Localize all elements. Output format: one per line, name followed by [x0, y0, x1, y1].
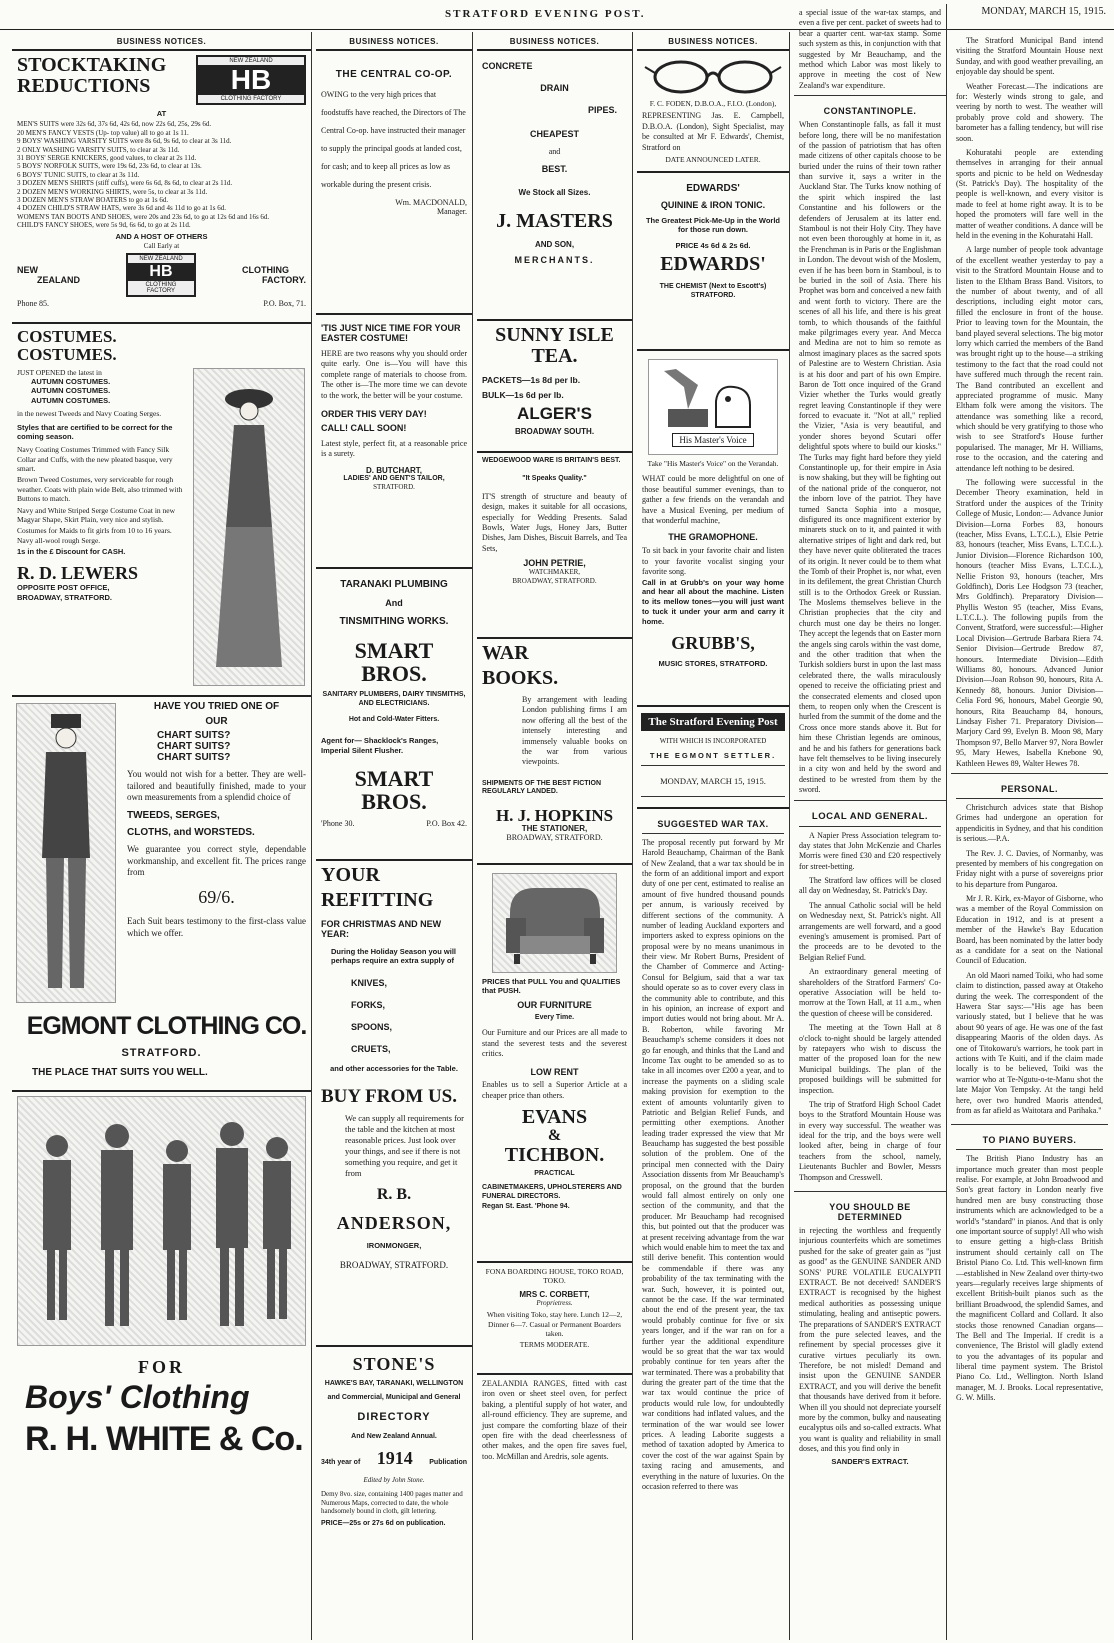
watchmaker: WATCHMAKER, [528, 568, 581, 577]
tichbon-name: TICHBON. [504, 1143, 605, 1166]
nz-new: NEW [17, 265, 38, 276]
merchants: MERCHANTS. [514, 255, 595, 265]
grubbs-ad [637, 351, 789, 707]
constantinople-article [794, 96, 946, 800]
evans-name: EVANS [521, 1106, 588, 1129]
year-number: 1914 [376, 1448, 413, 1469]
column-1 [12, 32, 312, 1640]
fona-boarding-ad [477, 1263, 632, 1375]
personal-item: Christchurch advices state that Bishop Grimes had undergone an operation for appendicitis in Sydney, and that his condition is serious.—P.A. [956, 802, 1103, 844]
his-masters-voice-illustration [648, 359, 778, 455]
stock-item: 2 DOZEN MEN'S WORKING SHIRTS, were 5s, to clear at 3s 11d. [17, 187, 208, 196]
section-label: BUSINESS NOTICES. [477, 32, 632, 51]
lady-costume-illustration [193, 368, 305, 686]
anderson-address: BROADWAY, STRATFORD. [339, 1260, 449, 1271]
call-early: Call Early at [143, 241, 180, 250]
man-figure-icon [26, 708, 106, 998]
egmont-town: STRATFORD. [121, 1047, 202, 1059]
column-4 [637, 32, 790, 1640]
cheapest-word: CHEAPEST [529, 129, 579, 139]
and-word: and [548, 147, 561, 156]
and-son: AND SON, [534, 240, 575, 249]
date-later: DATE ANNOUNCED LATER. [665, 154, 761, 164]
drain-word: DRAIN [540, 83, 569, 93]
determined-body: in rejecting the worthless and frequently injurious counterfeits which are sometimes pushed for the sake of greater gain as "just as good" as the GENUINE SANDER AND SONS' PURE VOLATILE EUCALYPTI EXTRACT. Be not deceived! SANDER'S EXTRACT is recognised by the highest medical authorities as possessing unique stimulating, healing and antiseptic powers. The preparations of SANDER'S EXTRACT from the pure selected leaves, and the refinement by special processes give it curative virtues peculiarly its own. Therefore, be not misled! Demand and insist upon the GENUINE SANDER EXTRACT, and you will derive the benefit that thousands have derived from it before. When ill you should not depreciate yourself more by the common, bulky and nauseating eucalyptus oils and so-called extracts. What you want is quality and reliability in small doses, and this you find only in [799, 1226, 941, 1454]
tinsmithing-works: TINSMITHING WORKS. [339, 616, 449, 627]
section-label: BUSINESS NOTICES. [12, 32, 311, 51]
autumn-1: AUTUMN COSTUMES. [31, 377, 111, 387]
striped-costumes: Navy and White Striped Serge Costume Coat in new Magyar Shape, Skirt Plain, very nice and stylish. [17, 505, 176, 524]
stock-item: 5 BOYS' NORFOLK SUITS, were 19s 6d, 23s 6d, to clear at 13s. [17, 162, 202, 171]
guarantee-text: We guarantee you correct style, dependable workmanship, and excellent fit. The prices range from [127, 844, 306, 878]
hmv-caption: His Master's Voice [672, 433, 753, 447]
foden-body: REPRESENTING Jas. E. Campbell, D.B.O.A. (London), Sight Specialist, may be consulted at Mr F. Edwards', Chemist, Stratford on [642, 111, 784, 152]
band-body: The Stratford Municipal Band intend visiting the Stratford Mountain House next Sunday, and with good weather prevailing, an enjoyable day should be spent. [956, 36, 1103, 77]
sanitary-line: SANITARY PLUMBERS, DAIRY TINSMITHS, AND ELECTRICIANS. [322, 691, 466, 707]
zealandia-body: ZEALANDIA RANGES, fitted with cast iron oven or sheet steel oven, for perfect baking, a plentiful supply of hot water, and all-round efficiency. They are supreme, and just compare the comforting blaze of their open fire with the dead cheerlessness of other makes, and the open fire saves fuel, too. McMillan and Aredris, sole agents. [482, 1379, 627, 1461]
call-grubb: Call in at Grubb's on your way home and hear all about the machine. Listen to its mellow tones—you will just want to tuck it under your arm and carry it home. [642, 577, 784, 626]
bulk-price: BULK—1s 6d per lb. [482, 390, 564, 400]
piano-heading: TO PIANO BUYERS. [982, 1135, 1077, 1146]
low-rent: LOW RENT [530, 1067, 579, 1078]
cruets: CRUETS, [351, 1043, 391, 1054]
smart-bros-title: SMART BROS. [354, 638, 434, 687]
cash-discount: 1s in the £ Discount for CASH. [17, 547, 126, 557]
man-suit-illustration [16, 703, 116, 1003]
sunny-isle: SUNNY ISLE [495, 324, 614, 346]
determined-heading: YOU SHOULD BE DETERMINED [829, 1202, 911, 1223]
tweeds-serges: TWEEDS, SERGES, [127, 810, 220, 822]
petrie-name: JOHN PETRIE, [523, 558, 586, 569]
hopkins-name: H. J. HOPKINS [495, 805, 614, 825]
hb-logo: NEW ZEALAND HB CLOTHING FACTORY [196, 55, 306, 105]
fona-body: When visiting Toko, stay here. Lunch 12—2, Dinner 6—7. Casual or Permanent Boarders taken. [486, 1310, 623, 1338]
local-item: The annual Catholic social will be held on Wednesday next, St. Patrick's night. All arrangements are well forward, and a good evening's amusement is promised. Part of the proceeds are to be devoted to the Belgian Relief Fund. [799, 900, 941, 962]
buy-body: We can supply all requirements for the table and the kitchen at most reasonable prices. Just look over your things, and see if there is not something you require, and get it from [345, 1113, 464, 1179]
regan-street: Regan St. East. 'Phone 94. [482, 1203, 570, 1211]
coop-signature: Wm. MACDONALD, [395, 198, 467, 207]
grubbs-name: GRUBB'S, [671, 633, 755, 654]
column-5 [794, 4, 947, 1640]
quinine-iron: QUININE & IRON TONIC. [660, 200, 766, 210]
local-heading: LOCAL AND GENERAL. [811, 810, 929, 822]
evans-tichbon-ad [477, 865, 632, 1263]
reductions-title: REDUCTIONS [17, 75, 151, 97]
other-accessories: and other accessories for the Table. [330, 1063, 458, 1073]
buy-title: BUY FROM US. [321, 1086, 457, 1108]
local-item: The trip of Stratford High School Cadet boys to the Stratford Mountain House was in every way successful. The weather was ideal for the trip, and the boys were well looked after, being in charge of four teachers from the school, namely, Lieutenants Buchler and Bowler, Messrs Thompson and Cresswell. [799, 1099, 941, 1182]
smart-bros-title-2: SMART BROS. [354, 766, 434, 815]
tonic-price: PRICE 4s 6d & 2s 6d. [675, 240, 751, 250]
tweeds-line: in the newest Tweeds and Navy Coating Serges. [17, 409, 162, 419]
constantinople-heading: CONSTANTINOPLE. [823, 106, 917, 117]
take-hmv: Take "His Master's Voice" on the Verandah. [647, 459, 779, 468]
and-label: And [385, 598, 403, 608]
rh-white: R. H. WHITE & Co. [25, 1420, 303, 1459]
stock-item: 20 MEN'S FANCY VESTS (Up- top value) all to go at 1s 11. [17, 128, 189, 137]
constantinople-body: When Constantinople falls, as fall it must before long, there will be no manifestation of the passion of patriotism that has often made citizens of other capitals choose to be buried under the ruins of their town rather than survive it, says a writer in the Auckland Star. The Turks know nothing of the spirit which inspired the last Constantine and his followers or the defenders of Jerusalem at its latter end. Stamboul is not their Holy City. They have not even been thoroughly at home in it, as the Frenchman is in Paris or the Englishman in London. The devout wish of the Moslem, even if he has been born in Stamboul, is to be buried in the soil of Asia. There his Prophet was born and conceived a new faith and went forth to victory. There are the scenes of all his life, and there is his great tomb, to which thousands of the faithful make pilgrimages every year. And Mecca and Medina are not to him so remote as almost imaginary places as the sacred spots of Palestine are to Western Christian. Asia is at his door and part of his own Empire. Baron de Tott once inquired of the Grand Vizier whether the Turks would greatly regret leaving Constantinople if they were forced to evacuate it. "Not at all," replied the Vizier, "Asia is very beautiful, and yonder shores beyond Scutari offer delightful spots where to build our kiosks." The Turks may fight hard before they yield Constantinople up, for their empire in Asia is now shaking, but they will be fighting out of the national pride of the conqueror, not the inborn love of the patriot. They have turned Sancta Sophia into a mosque, disfigured its once magnificent exterior by minarets stuck on to it, and painted it with alternative stripes of light and dark red, but they have never quite obliterated the traces of its origin. It never could be to them what the Tomb of their Prophet is, nor what, even in its defilement, the great Christian Church still is to the Orthodox Greek or Russian. The Moslems themselves believe in the Christian prophecies that the city and church must one day be theirs no longer. They accept the legends that on Easter morn the angels sing carols within the vast dome, and the other tradition that when the Turkish soldiers burst in upon the last mass celebrated there, the walls miraculously opened to receive the officiating priest and the consecrated elements and closed upon them, to reopen only when the Crescent is hurled from the summit of the dome and the Cross once more stands above it. But for him these Christian legends are ominous, and he and his fathers for generations back have felt themselves to be living insecurely in a city won and held by the sword and destined to be wrested from them by the sword. [799, 120, 941, 795]
war-tax-continued-body: a special issue of the war-tax stamps, and even a five per cent. packet of sweets had to bear a quarter cent. war-tax stamp. Some such system as this, in conjunction with that suggested by Mr Beauchamp, and the method which Labor was most likely to approve in meeting the cost of New Zealand's war expenditure. [799, 8, 941, 90]
commercial-line: and Commercial, Municipal and General [327, 1394, 461, 1402]
better-text: You would not wish for a better. They are well-tailored and beautifully finished, made to your own measurements from a splendid choice of [127, 769, 306, 803]
easter-title: 'TIS JUST NICE TIME FOR YOUR EASTER COSTUME! [321, 323, 461, 343]
paper-name: STRATFORD EVENING POST. [445, 8, 646, 20]
music-stores: MUSIC STORES, STRATFORD. [658, 659, 768, 669]
stocktaking-title: STOCKTAKING [17, 54, 167, 76]
boys-clothing-ad [12, 1092, 311, 1504]
lewers-address: BROADWAY, STRATFORD. [17, 592, 113, 602]
spectacles-icon [643, 57, 783, 97]
kohuratahi-body: Kohuratahi people are extending themselves in arranging for their annual sports and picnic to be held on Wednesday (St. Patrick's Day). The hospitality of the people is well-known, and every visitor is made to feel at home right away. It is to be hoped the promoters will fare well in the matter of weather conditions. A dance will be held in the evening in the Kohuratahi Hall. [956, 147, 1103, 241]
local-item: A Napier Press Association telegram to-day states that John McKenzie and Charles Morris were fined £30 and £20 respectively for street-betting. [799, 830, 941, 871]
butchart-tailor: LADIES' AND GENT'S TAILOR, [343, 474, 445, 482]
chemist-line: THE CHEMIST (Next to Escott's) STRATFORD. [659, 283, 767, 299]
pipes-word: PIPES. [587, 105, 617, 115]
latest-style: Latest style, perfect fit, at a reasonable price is a surety. [321, 438, 467, 459]
spectacles-illustration [642, 55, 784, 99]
local-item: An extraordinary general meeting of shareholders of the Stratford Farmers' Co-operative Association will be held to-morrow at the Town Hall, at 11 a.m., when the question of cheese will be considered. [799, 967, 941, 1018]
piano-body: The British Piano Industry has an importance much greater than most people realise. For example, at John Broadwood and Son's great factory in London nearly five hundred men are busy constructing those instruments which are acknowledged to be a world's "standard" in pianos. And that is only one important source of supply! All who wish to ensure getting a high-class British instrument should certainly call on The Bristol Piano Co. Ltd. This well-known firm—established in New Zealand over thirty-two years—regularly receives large shipments of excellent British-built pianos such as the brilliant Broadwood, the splendid Sames, and the magnificent Collard and Collard. It also stocks those renowned Canadian organs—The Bell and The Imperial. If credit is a convenience, The Bristol will gladly extend to you the advantages of its popular and liberal time payment system. The Bristol Piano Co. Ltd., Wellington. North Island manager, M. J. Brooks. Local representative, G. W. Mills. [956, 1154, 1103, 1403]
demy-line: Demy 8vo. size, containing 1400 pages matter and Numerous Maps, corrected to date, the whole handsomely bound in cloth, gilt lettering. [321, 1490, 463, 1516]
edwards-top: EDWARDS' [686, 183, 740, 194]
taranaki-plumbing: TARANAKI PLUMBING [340, 579, 448, 590]
clothing-word: CLOTHING [241, 265, 289, 276]
lewers-name: R. D. LEWERS [17, 563, 139, 584]
stock-sizes: We Stock all Sizes. [518, 188, 591, 197]
stones-title: STONE'S [352, 1354, 436, 1374]
costumes-ad [12, 324, 311, 697]
war-word: WAR [482, 642, 529, 664]
boys-illustration [17, 1096, 306, 1346]
chart-suits-1: CHART SUITS? [157, 730, 231, 741]
smart-bros-ad [316, 569, 472, 861]
war-tax-body: The proposal recently put forward by Mr Harold Beauchamp, Chairman of the Bank of New Zealand, that a war tax should be in the form of an additional import and export duty of one per cent, estimated to realise an amount of five hundred thousand pounds per annum, is variously received by different sections of the community. A number of leading Auckland exporters and importers asked to express opinions on the proposal were by no means unanimous in their view. Mr Robert Burns, President of the Chamber of Commerce and Acting-Consul for Belgium, said that a war tax should operate so as to cover every class in the community able to contribute, and this in his opinion, an increase of export and import duties would not bring about. Mr A. B. Roberton, while favoring Mr Beauchamp's scheme considers it does not go far enough, and thinks that the Land and Income Tax ought to be amended so as to take in all incomes over £200 a year, and to increase the payments on a sliding scale making provision for exemption to the extent of amounts voluntarily given to Patriotic and Belgian Relief Funds, and permitting other exemptions. Another leading trader expressed the view that Mr Beauchamp has suggested the best possible solution of the problem. One of the principal men connected with the Dairy Association dissents from Mr Beauchamp's proposal, on the ground that the burden would fall almost entirely on only one section of the community, and that the producer. Mr Beauchamp had recognised this, but pointed out that the producer was at present receiving advantage from the war which would enable him to meet the tax and still derive benefit. This contention would be commendable if there was any probability of the tax terminating with the war. Such, however, it is pointed out, cannot be the case. If the war terminated about the end of the present year, the tax would probably continue for five or six years longer, and if the war ran on for a further year the additional expenditure would be so great that the war tax would probably continue for ten years after the war terminated. There was a probability that during the greater part of the time that the war tax would continue the price of products would rule low, for undoubtedly war conditions had inflated values, and the termination of the war would see lower prices. A leading Laborite suggests a method of taxation adopted by America to cover the cost of the war against Spain by taxing racing and amusements, and everything in the nature of luxuries. On the occasion referred to there was [642, 837, 784, 1491]
concrete-word: CONCRETE [482, 61, 533, 71]
po-box: P.O. Box, 71. [263, 299, 306, 309]
agent-line: Agent for— Shacklock's Ranges, Imperial Silent Flusher. [321, 736, 439, 755]
factory-word: FACTORY. [261, 275, 306, 286]
year-label: 34th year of [321, 1459, 361, 1467]
autumn-2: AUTUMN COSTUMES. [31, 386, 111, 396]
local-item: The meeting at the Town Hall at 8 o'clock to-night should be largely attended by ratepayers who wish to discuss the matter of the proposed loan for the new Municipal buildings. The plan of the proposed buildings will be submitted for inspection. [799, 1023, 941, 1095]
easter-ad [316, 315, 472, 569]
stock-item: 6 BOYS' TUNIC SUITS, to clear at 3s 11d. [17, 170, 140, 179]
ampersand: & [547, 1127, 562, 1145]
personal-items [956, 803, 1103, 1116]
others-line: AND A HOST OF OTHERS [115, 232, 208, 242]
foden-name: F. C. FODEN, D.B.O.A., F.I.O. (London), [649, 99, 777, 108]
stock-items [17, 120, 306, 229]
issue-date: MONDAY, MARCH 15, 1915. [660, 775, 766, 786]
terms-moderate: TERMS MODERATE. [519, 1340, 590, 1350]
war-books-ad [477, 639, 632, 865]
navy-costumes: Navy Coating Costumes Trimmed with Fancy Silk Collar and Cuffs, with the new pleated basque, very smart. [17, 445, 173, 474]
coop-title: THE CENTRAL CO-OP. [335, 69, 453, 80]
corbett-name: MRS C. CORBETT, [519, 1289, 590, 1299]
stock-item: 4 DOZEN CHILD'S STRAW HATS, were 3s 6d and 4s 11d to go at 1s 6d. [17, 204, 226, 213]
tried-one: HAVE YOU TRIED ONE OF [153, 701, 280, 712]
foden-ad [637, 51, 789, 173]
edwards-title: EDWARDS' [660, 253, 766, 276]
gramophone-word: THE GRAMOPHONE. [668, 532, 758, 543]
sanders-ad [794, 1192, 946, 1470]
boys-group-icon [27, 1106, 297, 1336]
enables-line: Enables us to sell a Superior Article at a cheaper price than others. [482, 1080, 627, 1100]
section-label: BUSINESS NOTICES. [637, 32, 789, 51]
anderson-name: ANDERSON, [336, 1213, 452, 1234]
incorporated-line: WITH WHICH IS INCORPORATED [659, 737, 767, 745]
local-item: The Stratford law offices will be closed all day on Wednesday, St. Patrick's Day. [799, 876, 941, 896]
call-soon: CALL! CALL SOON! [321, 422, 407, 433]
personal-section [951, 773, 1108, 1125]
shipments-line: SHIPMENTS OF THE BEST FICTION REGULARLY LANDED. [482, 779, 602, 796]
nz-zealand: ZEALAND [37, 275, 80, 286]
xmas-line: FOR CHRISTMAS AND NEW YEAR: [321, 919, 442, 939]
armchair-icon [500, 878, 610, 968]
pick-me-up: The Greatest Pick-Me-Up in the World for those run down. [645, 216, 781, 235]
local-general [794, 801, 946, 1193]
column-6 [951, 32, 1108, 1640]
best-word: BEST. [541, 164, 568, 174]
exam-body: The following were successful in the December Theory examination, held in Stratford under the auspices of the Trinity College of Music, London:— Advance Junior Division—Lorna Forbes 83, honours (teacher, Miss Evans, L.T.C.L.), Elsie Petrie 83, honours (teacher, Miss Evans, L.T.C.L.). Junior Division—Florence Richardson 100, honours (teacher Miss Evans, L.T.C.L.), Nellie Friston 93, honours (teacher, Mrs Goldfinch), Doris Lee Hodgson 73 (teacher, Mrs Goldfinch). Preparatory Division—Phyllis Weston 95 (teacher, Miss Evans, L.T.C.L.). The following pupils from the Convent, Stratford, were successful:—Higher Local Division—Gertrude Barbara Riera 74. Senior Division—Gertrude Bredow 87, honours. Intermediate Division—Edith Williams 80, honours. Advanced Junior Division—Joan Robson 90, honours, Rita A. Kennedy 88, honours. Junior Division—Celia Ford 96, honours, Mabel Georgie 90, honours, Rita Beauchamp 84, honours, Lindsay Fisher 71. Preparatory Division—Marjory Card 99, Evelyn B. Moon 98, Mary Thompson 97, Bello Marver 97, Nora Bowler 95, Mary Hewes, Isabella Knebone 90, Kathleen Hewes 89, Walter Hewes 78. [956, 478, 1103, 768]
war-tax-heading: SUGGESTED WAR TAX. [657, 818, 769, 829]
algers-name: ALGER'S [517, 404, 592, 423]
column-2 [316, 32, 473, 1640]
band-note [951, 32, 1108, 773]
styles-line: Styles that are certified to be correct for the coming season. [17, 422, 173, 441]
egmont-clothing: EGMONT CLOTHING CO. [26, 1012, 307, 1040]
fona-title: FONA BOARDING HOUSE, TOKO ROAD, TOKO. [485, 1267, 624, 1286]
smart-phone: 'Phone 30. [321, 819, 355, 829]
edited-line: Edited by John Stone. [363, 1475, 425, 1484]
furniture-body: Our Furniture and our Prices are all made to stand the severest tests and the severest critics. [482, 1028, 627, 1058]
every-time: Every Time. [534, 1013, 575, 1021]
sanders-extract: SANDER'S EXTRACT. [831, 1456, 909, 1466]
cloths-worsteds: CLOTHS, and WORSTEDS. [127, 827, 255, 839]
practical: PRACTICAL [534, 1169, 575, 1177]
hot-cold: Hot and Cold-Water Fitters. [348, 715, 440, 723]
petrie-address: BROADWAY, STRATFORD. [512, 576, 597, 585]
hb-logo-small: NEW ZEALAND HB CLOTHING FACTORY [126, 253, 196, 297]
cabinetmakers: CABINETMAKERS, UPHOLSTERERS AND FUNERAL DIRECTORS. [482, 1184, 622, 1200]
books-body: By arrangement with leading London publishing firms I am now offering all the best of the intensely interesting and immensely valuable books on the war from various viewpoints. [522, 695, 627, 767]
stock-item: 2 ONLY WASHING VARSITY SUITS, to clear at 3s 11d. [17, 145, 180, 154]
war-tax-continued [794, 4, 946, 96]
suit-price: 69/6. [198, 887, 235, 908]
egmont-slogan: THE PLACE THAT SUITS YOU WELL. [32, 1067, 208, 1078]
rb-initials: R. B. [376, 1186, 412, 1204]
phone-number: Phone 85. [17, 299, 49, 309]
smart-box: P.O. Box 42. [426, 819, 467, 829]
stock-item: 9 BOYS' WASHING VARSITY SUITS were 8s 6d, 9s 6d, to clear at 3s 11d. [17, 137, 232, 146]
chart-suits-3: CHART SUITS? [157, 752, 231, 763]
ironmonger: IRONMONGER, [366, 1241, 422, 1251]
chart-suits-ad [12, 697, 311, 1092]
lady-figure-icon [204, 377, 294, 677]
butchart-name: D. BUTCHART, [366, 465, 422, 475]
stock-item: 3 DOZEN MEN'S SHIRTS (stiff cuffs), were 6s 6d, 8s 6d, to clear at 2s 11d. [17, 179, 233, 188]
your-title: YOUR [321, 864, 380, 886]
prices-pull: PRICES that PULL You and QUALITIES that PUSH. [482, 977, 621, 996]
personal-item: The Rev. J. C. Davies, of Normanby, was presented by members of his congregation on Friday night with a purse of sovereigns prior to his departure from Pungaroa. [956, 848, 1103, 889]
stock-item: 31 BOYS' SERGE KNICKERS, good values, to clear at 2s 11d. [17, 153, 197, 162]
costumes-title-1: COSTUMES. [17, 327, 117, 346]
hopkins-address: BROADWAY, STRATFORD. [506, 833, 603, 843]
proprietress: Proprietress. [536, 1298, 573, 1307]
testimony-text: Each Suit bears testimony to the first-class value which we offer. [127, 916, 306, 938]
wedgewood-title: WEDGEWOOD WARE IS BRITAIN'S BEST. [482, 457, 621, 464]
personal-item: An old Maori named Toiki, who had some claim to distinction, passed away at Otakeho during the week. The correspondent of the Hawera Star says:—"His age has been variously stated, but I believe that he was about 90 years of age. He was one of the fast disappearing Maoris of the olden days. As one of Titokowaru's warriors, he took part in actions with Te Kuiti, and if the claim made locally is to be believed, Toiki was the warrior who at Te-Ngutu-o-te-Manu shot the late Major Von Tempsky. At the tangi held here, over two hundred Maoris attended, from as far afield as Waitotara and Parihaka." [956, 970, 1103, 1115]
stones-directory-ad [316, 1347, 472, 1607]
order-today: ORDER THIS VERY DAY! [321, 408, 427, 419]
chart-suits-2: CHART SUITS? [157, 741, 231, 752]
hopkins-stationer: THE STATIONER, [521, 824, 588, 834]
boys-clothing-title: Boys' Clothing [25, 1378, 250, 1415]
just-opened: JUST OPENED the latest in [17, 367, 102, 377]
tea-word: TEA. [531, 345, 578, 367]
our-furniture: OUR FURNITURE [517, 999, 592, 1010]
stocktaking-ad [12, 51, 311, 324]
forks: FORKS, [351, 999, 386, 1010]
directory-price: PRICE—25s or 27s 6d on publication. [321, 1519, 446, 1527]
mountain-body: A large number of people took advantage of the excellent weather yesterday to pay a visit to the Stratford Mountain House and to listen to the Eltham Brass Band. Visitors, to the number of about twenty, and of all descriptions, including eight motor cars, filled the enclosure in front of the house. Prior to leaving town for the Mountain, the band played several selections. The big motor lorry which carried the members of the Band was brought right up to the house—a striking testimony to the fact that the road could not have suffered much through the recent rain. The Band contributed an excellent and appreciated programme of music. Many Eltham folk were among the visitors. The attendance was something like a record, which should be very gratifying to those who wish to see Stratford's House further popularised. The manager, Mr H. Williams, rose to the occasion, and the catering and attendance left nothing to be desired. [956, 245, 1103, 473]
page-date: MONDAY, MARCH 15, 1915. [981, 6, 1106, 17]
local-items [799, 831, 941, 1184]
piano-section [951, 1125, 1108, 1407]
personal-item: Mr J. R. Kirk, ex-Mayor of Gisborne, who was a member of the Royal Commission on Education in 1912, and is at present a member of the Hawke's Bay Education Board, has been nominated by the latter body as a candidate for a seat on the National Council of Education. [956, 894, 1103, 966]
concrete-pipes-ad [477, 51, 632, 321]
autumn-3: AUTUMN COSTUMES. [31, 395, 111, 405]
packets-price: PACKETS—1s 8d per lb. [482, 375, 581, 385]
directory-word: DIRECTORY [357, 1410, 431, 1423]
maids-costumes: Costumes for Maids to fit girls from 10 to 16 years. Navy all-wool rough Serge. [17, 526, 172, 545]
wedgewood-ad [477, 453, 632, 639]
war-tax-article [637, 809, 789, 1497]
broadway-south: BROADWAY SOUTH. [514, 426, 595, 436]
personal-heading: PERSONAL. [1000, 783, 1058, 794]
stock-item: MEN'S SUITS were 32s 6d, 37s 6d, 42s 6d, now 22s 6d, 25s, 29s 6d. [17, 120, 212, 129]
knives: KNIVES, [351, 977, 388, 988]
easter-body: HERE are two reasons why you should order quite early. One is—You will have this complete range of materials to choose from. The other is—The more time we can devote to the work, the better will be your costume. [321, 349, 467, 400]
at-label: AT [156, 109, 167, 118]
zealandia-ad [477, 1375, 632, 1466]
hawkes-line: HAWKE'S BAY, TARANAKI, WELLINGTON [324, 1379, 464, 1387]
our-label: OUR [205, 716, 228, 727]
brown-costumes: Brown Tweed Costumes, very serviceable for rough weather. Coats with plain wide Belt, also trimmed with Buttons to match. [17, 475, 183, 504]
paper-masthead-block [637, 707, 789, 809]
annual-line: And New Zealand Annual. [351, 1432, 437, 1440]
anderson-ad [316, 861, 472, 1347]
egmont-settler: THE EGMONT SETTLER. [649, 751, 777, 761]
coop-body: OWING to the very high prices that foodstuffs have reached, the Directors of The Central Co-op. have instructed their manager to supply the principal goods at landed cost, for cash; and to keep all prices as low as workable during the present crisis. [321, 90, 466, 189]
take-body: WHAT could be more delightful on one of those beautiful summer evenings, than to gather a few friends on the verandah and have a Musical Evening, per medium of that wonderful machine, [642, 474, 784, 525]
stock-item: CHILD'S FANCY SHOES, were 5s 9d, 6s 6d, to go at 2s 11d. [17, 221, 191, 230]
publication-label: Publication [429, 1459, 467, 1467]
books-word: BOOKS. [482, 667, 559, 689]
column-3 [477, 32, 633, 1640]
speaks-quality: "It Speaks Quality." [522, 475, 587, 483]
spoons: SPOONS, [351, 1021, 393, 1032]
coop-ad [316, 51, 472, 315]
evening-post-title: The Stratford Evening Post [641, 713, 785, 731]
gramophone-body: To sit back in your favorite chair and listen to your favorite vocalist singing your favorite song. [642, 546, 784, 577]
weather-body: Weather Forecast.—The indications are for: Westerly winds strong to gale, and veering by north to west. The weather will probably prove cold and showery. The barometer has a falling tendency, but will rise soon. [956, 81, 1103, 143]
edwards-tonic-ad [637, 173, 789, 351]
sunny-isle-tea-ad [477, 321, 632, 453]
section-label: BUSINESS NOTICES. [316, 32, 472, 51]
armchair-illustration [492, 873, 617, 973]
stock-item: 3 DOZEN MEN'S STRAW BOATERS to go at 1s 6d. [17, 195, 169, 204]
stock-item: WOMEN'S TAN BOOTS AND SHOES, were 20s and 23s 6d, to go at 12s 6d and 16s 6d. [17, 212, 270, 221]
holiday-line: During the Holiday Season you will perhaps require an extra supply of [331, 947, 457, 966]
refitting-title: REFITTING [321, 889, 434, 911]
wedgewood-body: IT'S strength of structure and beauty of design, makes it suitable for all occasions, especially for Wedding Presents. Salad Bowls, Water Jugs, Honey Jars, Butter Dishes, Jam Dishes, Biscuit Barrels, and Tea Sets, [482, 491, 627, 553]
coop-manager: Manager. [437, 207, 467, 216]
gramophone-dog-icon [658, 367, 768, 431]
butchart-town: STRATFORD. [373, 483, 415, 492]
costumes-title-2: COSTUMES. [17, 344, 117, 364]
lewers-opposite: OPPOSITE POST OFFICE, [17, 583, 110, 593]
masters-name: J. MASTERS [496, 210, 613, 232]
for-label: FOR [138, 1357, 185, 1377]
